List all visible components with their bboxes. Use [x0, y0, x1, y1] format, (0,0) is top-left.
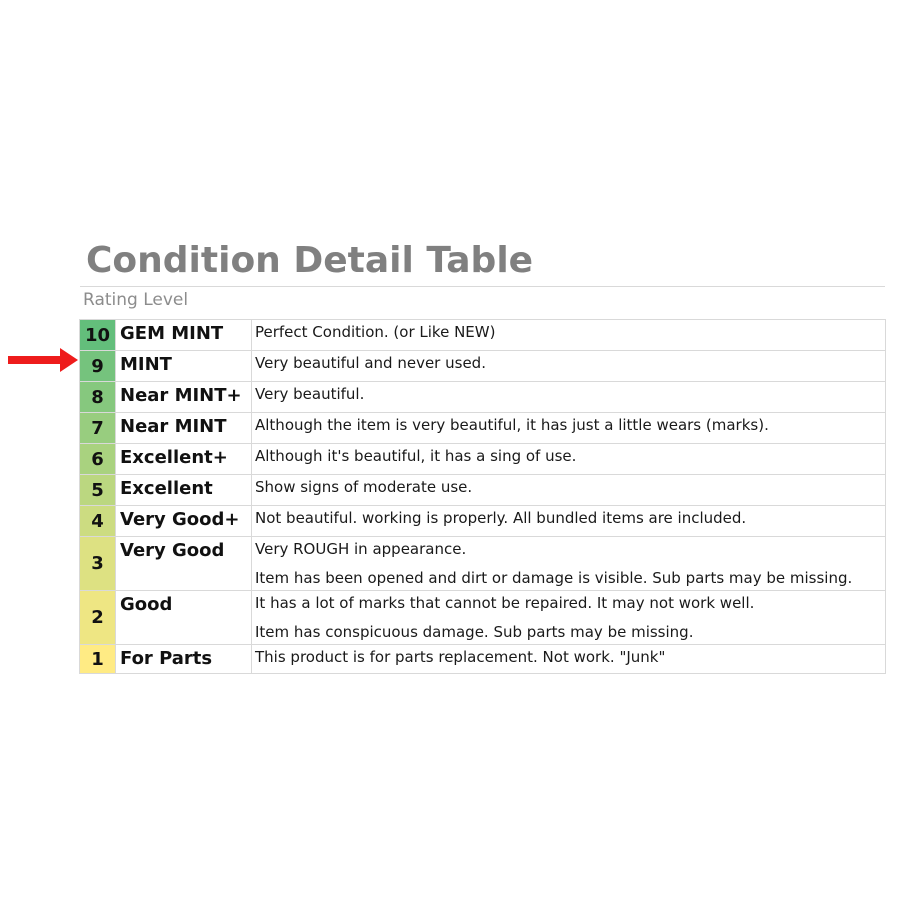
rating-description — [252, 506, 886, 537]
rating-name: MINT — [116, 351, 252, 382]
condition-table — [79, 319, 886, 674]
condition-table-body — [80, 320, 886, 674]
rating-number: 4 — [80, 506, 116, 537]
rating-description — [252, 351, 886, 382]
rating-name: GEM MINT — [116, 320, 252, 351]
description-line: Although the item is very beautiful, it has just a little wears (marks). — [255, 416, 769, 434]
description-line: Show signs of moderate use. — [255, 478, 473, 496]
rating-number: 5 — [80, 475, 116, 506]
description-line: It has a lot of marks that cannot be repaired. It may not work well. — [255, 594, 755, 612]
rating-name: Very Good — [116, 537, 252, 591]
description-line: Not beautiful. working is properly. All bundled items are included. — [255, 509, 747, 527]
rating-description — [252, 320, 886, 351]
description-line: Very beautiful. — [255, 385, 365, 403]
description-line: Item has conspicuous damage. Sub parts may be missing. — [255, 623, 694, 641]
rating-description — [252, 591, 886, 645]
description-line: Although it's beautiful, it has a sing of use. — [255, 447, 577, 465]
rating-name: Excellent — [116, 475, 252, 506]
table-row — [80, 320, 886, 351]
table-row — [80, 591, 886, 645]
rating-name: Excellent+ — [116, 444, 252, 475]
rating-number: 2 — [80, 591, 116, 645]
table-row — [80, 382, 886, 413]
rating-name: Good — [116, 591, 252, 645]
table-row — [80, 444, 886, 475]
table-row — [80, 537, 886, 591]
table-row — [80, 475, 886, 506]
rating-description — [252, 475, 886, 506]
rating-description — [252, 413, 886, 444]
rating-number: 7 — [80, 413, 116, 444]
description-line: This product is for parts replacement. Not work. "Junk" — [255, 648, 666, 666]
right-arrow-icon — [8, 348, 78, 372]
rating-name: Near MINT — [116, 413, 252, 444]
table-row — [80, 351, 886, 382]
rating-number: 1 — [80, 645, 116, 674]
description-line: Very beautiful and never used. — [255, 354, 486, 372]
rating-name: Near MINT+ — [116, 382, 252, 413]
table-row — [80, 645, 886, 674]
table-subtitle: Rating Level — [83, 290, 189, 310]
rating-description — [252, 537, 886, 591]
rating-number: 3 — [80, 537, 116, 591]
rating-number: 8 — [80, 382, 116, 413]
rating-name: For Parts — [116, 645, 252, 674]
rating-number: 10 — [80, 320, 116, 351]
title-divider — [80, 286, 885, 287]
rating-description — [252, 382, 886, 413]
description-line: Perfect Condition. (or Like NEW) — [255, 323, 496, 341]
rating-description — [252, 645, 886, 674]
rating-number: 9 — [80, 351, 116, 382]
rating-name: Very Good+ — [116, 506, 252, 537]
rating-description — [252, 444, 886, 475]
rating-number: 6 — [80, 444, 116, 475]
table-row — [80, 413, 886, 444]
description-line: Very ROUGH in appearance. — [255, 540, 467, 558]
table-row — [80, 506, 886, 537]
description-line: Item has been opened and dirt or damage is visible. Sub parts may be missing. — [255, 569, 853, 587]
page-title: Condition Detail Table — [86, 240, 534, 281]
